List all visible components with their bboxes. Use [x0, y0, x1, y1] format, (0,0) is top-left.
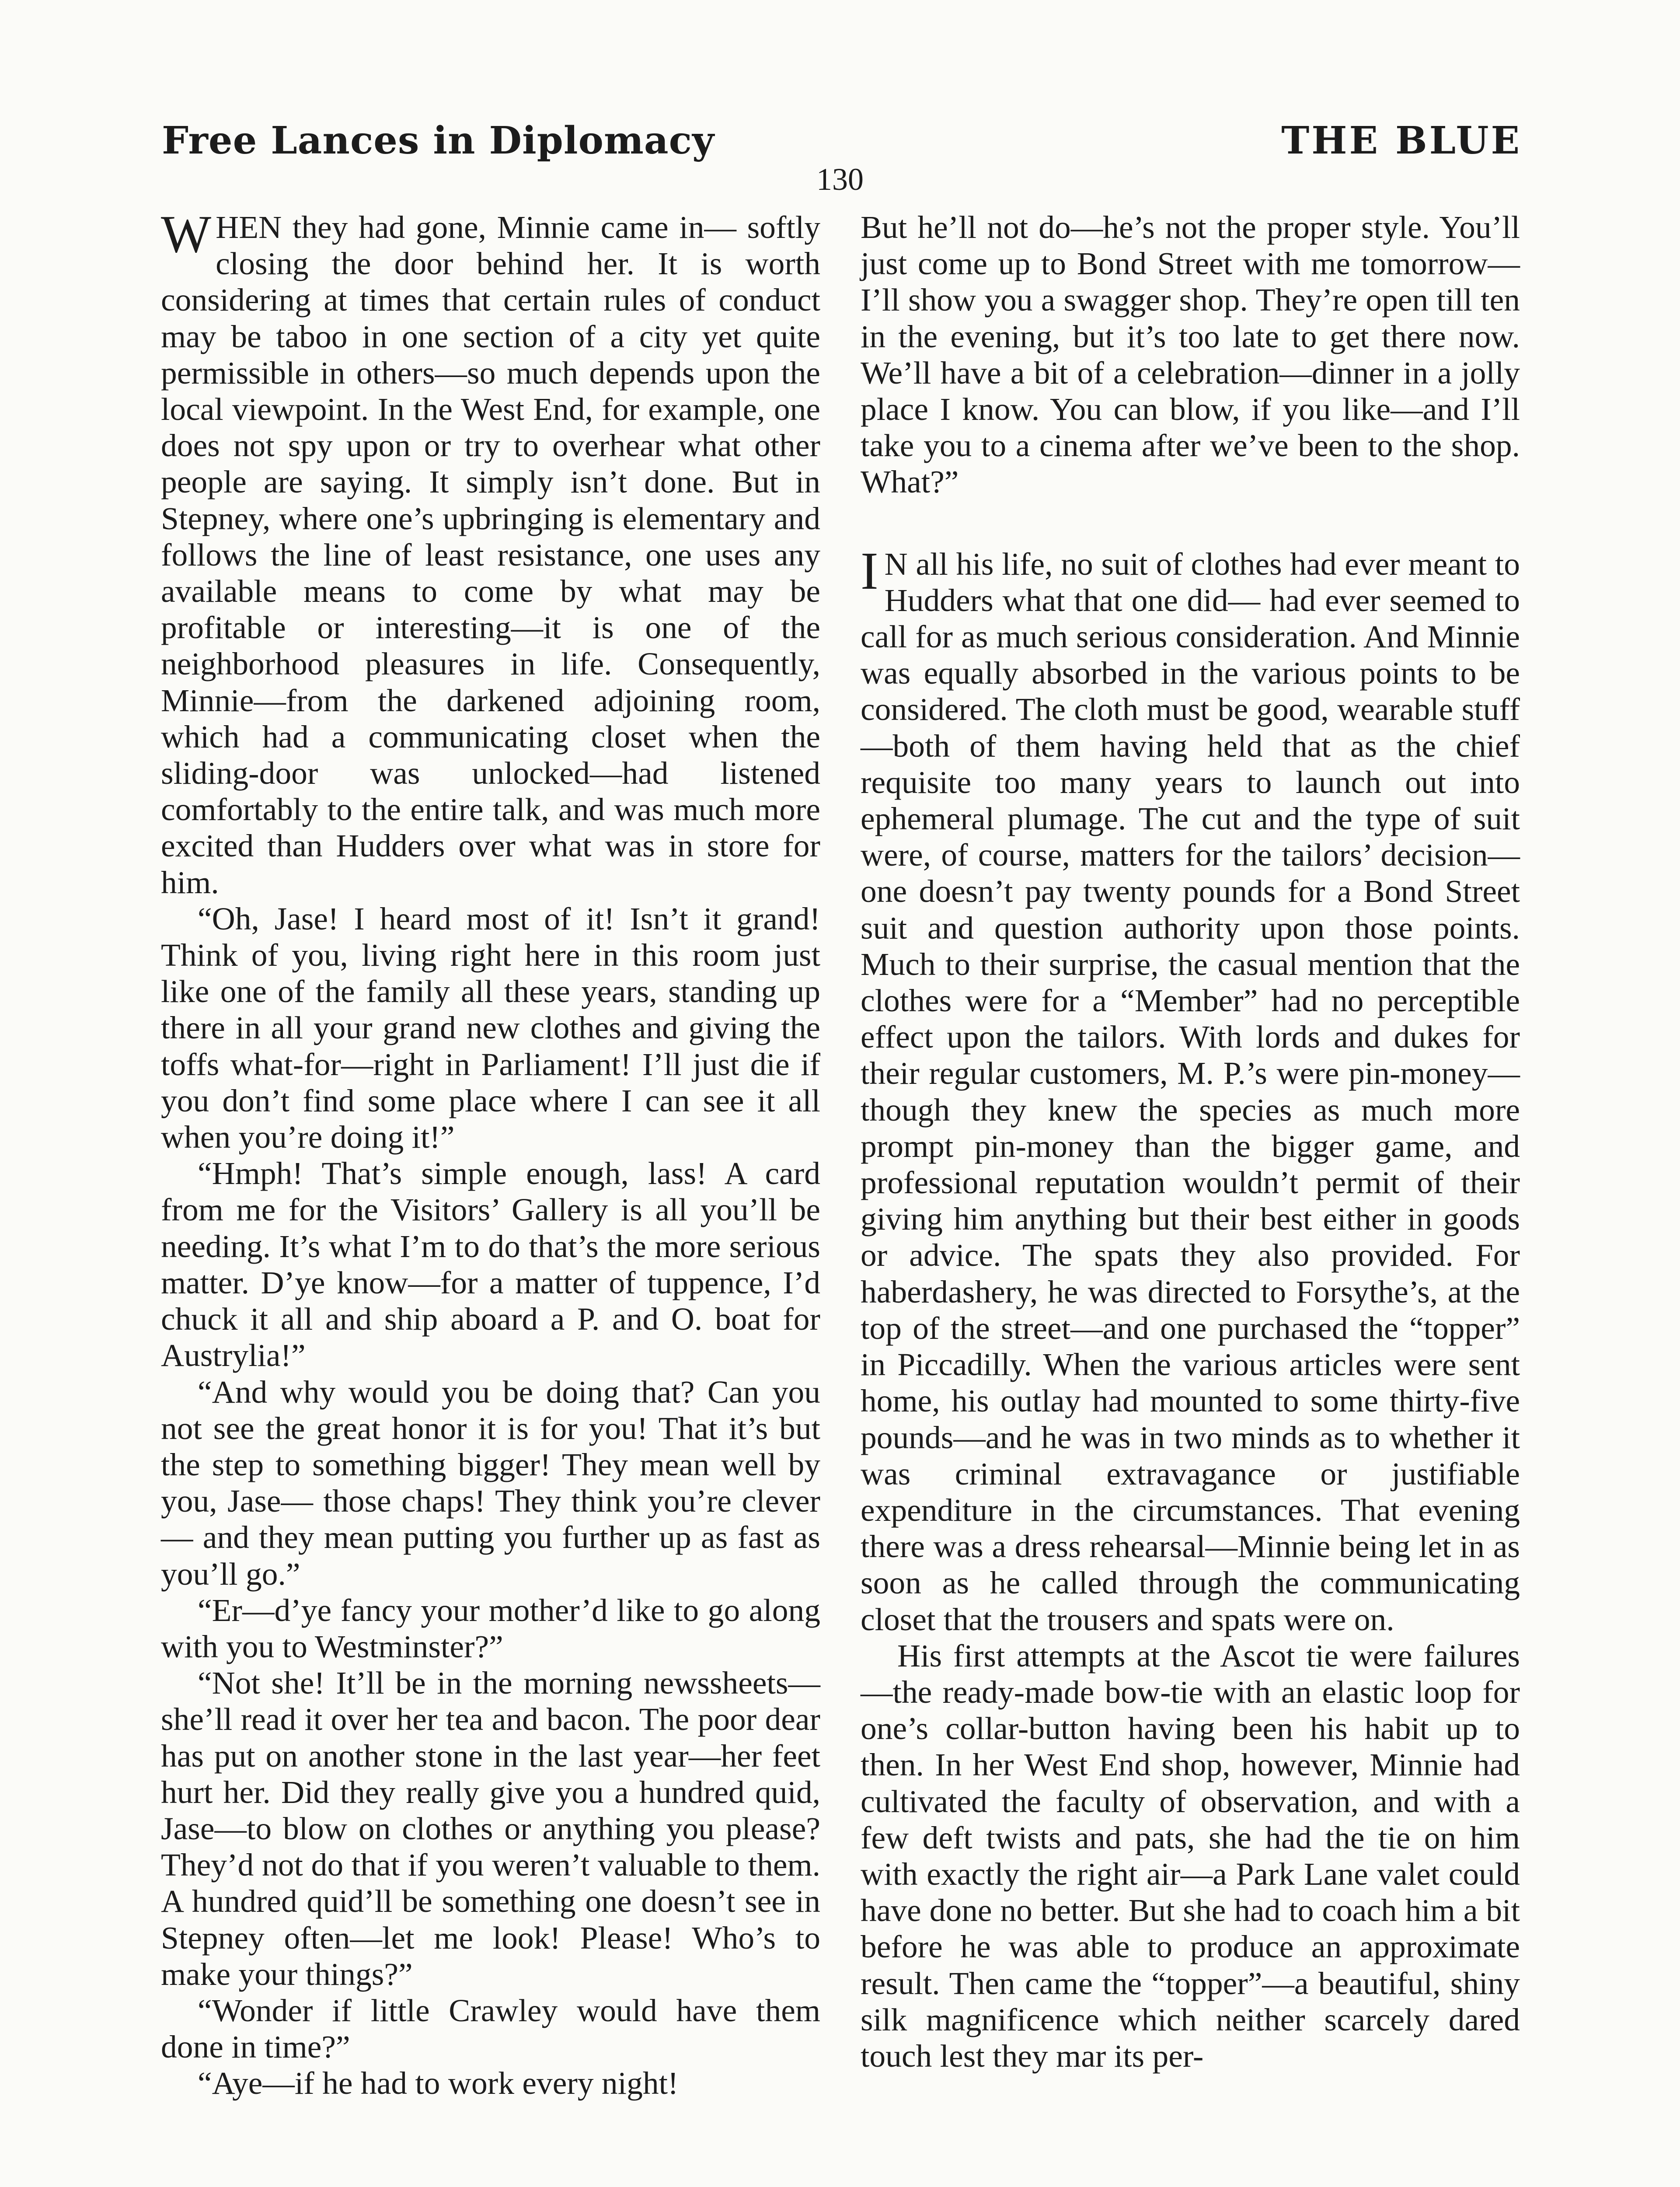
paragraph: [161, 205, 820, 901]
paragraph: [861, 541, 1520, 1638]
paragraph: “Oh, Jase! I heard most of it! Isn’t it grand! Think of you, living right here in this room just like one of the family all these years, standing up there in all your grand new clothes and giving the toffs what-for—right in Parliament! I’ll just die if you don’t find some place where I can see it all when you’re doing it!”: [161, 901, 820, 1155]
page-number: 130: [816, 162, 864, 197]
paragraph: “And why would you be doing that? Can you not see the great honor it is for you! That it’s but the step to something bigger! They mean well by you, Jase— those chaps! They think you’re clever— and they mean putting you further up as fast as you’ll go.”: [161, 1374, 820, 1592]
paragraph: “Er—d’ye fancy your mother’d like to go along with you to Westminster?”: [161, 1592, 820, 1664]
magazine-name: THE BLUE: [1281, 119, 1522, 163]
paragraph: “Wonder if little Crawley would have them done in time?”: [161, 1992, 820, 2065]
paragraph: “Hmph! That’s simple enough, lass! A card from me for the Visitors’ Gallery is all you’ll be needing. It’s what I’m to do that’s the more serious matter. D’ye know—for a matter of tuppence, I’d chuck it all and ship aboard a P. and O. boat for Austrylia!”: [161, 1156, 820, 1373]
paragraph: His first attempts at the Ascot tie were failures—the ready-made bow-tie with an elastic loop for one’s collar-button having been his habit up to then. In her West End shop, however, Minnie had cultivated the faculty of observation, and with a few deft twists and pats, she had the tie on him with exactly the right air—a Park Lane valet could have done no better. But she had to coach him a bit before he was able to produce an approximate result. Then came the “topper”—a beautiful, shiny silk magnificence which neither scarcely dared touch lest they mar its per-: [861, 1638, 1520, 2074]
paragraph: “Aye—if he had to work every night!: [198, 2065, 679, 2101]
left-column: [161, 205, 820, 2102]
paragraph: “Not she! It’ll be in the morning newssheets—she’ll read it over her tea and bacon. The poor dear has put on another stone in the last year—her feet hurt her. Did they really give you a hundred quid, Jase—to blow on clothes or anything you please? They’d not do that if you weren’t valuable to them. A hundred quid’ll be something one doesn’t see in Stepney often—let me look! Please! Who’s to make your things?”: [161, 1665, 820, 1992]
drop-cap: W: [161, 205, 212, 264]
paragraph-text: N all his life, no suit of clothes had ever meant to Hudders what that one did— had ever seemed to call for as much serious consideration. And Minnie was equally absorbed in the various points to be considered. The cloth must be good, wearable stuff—both of them having held that as the chief requisite too many years to launch out into ephemeral plumage. The cut and the type of suit were, of course, matters for the tailors’ decision—one doesn’t pay twenty pounds for a Bond Street suit and question authority upon those points. Much to their surprise, the casual mention that the clothes were for a “Member” had no perceptible effect upon the tailors. With lords and dukes for their regular customers, M. P.’s were pin-money—though they knew the species as much more prompt pin-money than the bigger game, and professional reputation wouldn’t permit of their giving him anything but their best either in goods or advice. The spats they also provided. For haberdashery, he was directed to Forsythe’s, at the top of the street—and one purchased the “topper” in Piccadilly. When the various articles were sent home, his outlay had mounted to some thirty-five pounds—and he was in two minds as to whether it was criminal extravagance or justifiable expenditure in the circumstances. That evening there was a dress rehearsal—Minnie being let in as soon as he called through the communicating closet that the trousers and spats were on.: [861, 546, 1520, 1637]
paragraph-text: HEN they had gone, Minnie came in— softly closing the door behind her. It is worth considering at times that certain rules of conduct may be taboo in one section of a city yet quite permissible in others—so much depends upon the local viewpoint. In the West End, for example, one does not spy upon or try to overhear what other people are saying. It simply isn’t done. But in Stepney, where one’s upbringing is elementary and follows the line of least resistance, one uses any available means to come by what may be profitable or interesting—it is one of the neighborhood pleasures in life. Consequently, Minnie—from the darkened adjoining room, which had a communicating closet when the sliding-door was unlocked—had listened comfortably to the entire talk, and was much more excited than Hudders over what was in store for him.: [161, 210, 820, 900]
right-column: [861, 209, 1520, 2074]
paragraph: But he’ll not do—he’s not the proper style. You’ll just come up to Bond Street with me tomorrow—I’ll show you a swagger shop. They’re open till ten in the evening, but it’s too late to get there now. We’ll have a bit of a celebration—dinner in a jolly place I know. You can blow, if you like—and I’ll take you to a cinema after we’ve been to the shop. What?”: [861, 210, 1520, 500]
drop-cap: I: [861, 541, 878, 601]
running-title: Free Lances in Diplomacy: [162, 119, 715, 163]
